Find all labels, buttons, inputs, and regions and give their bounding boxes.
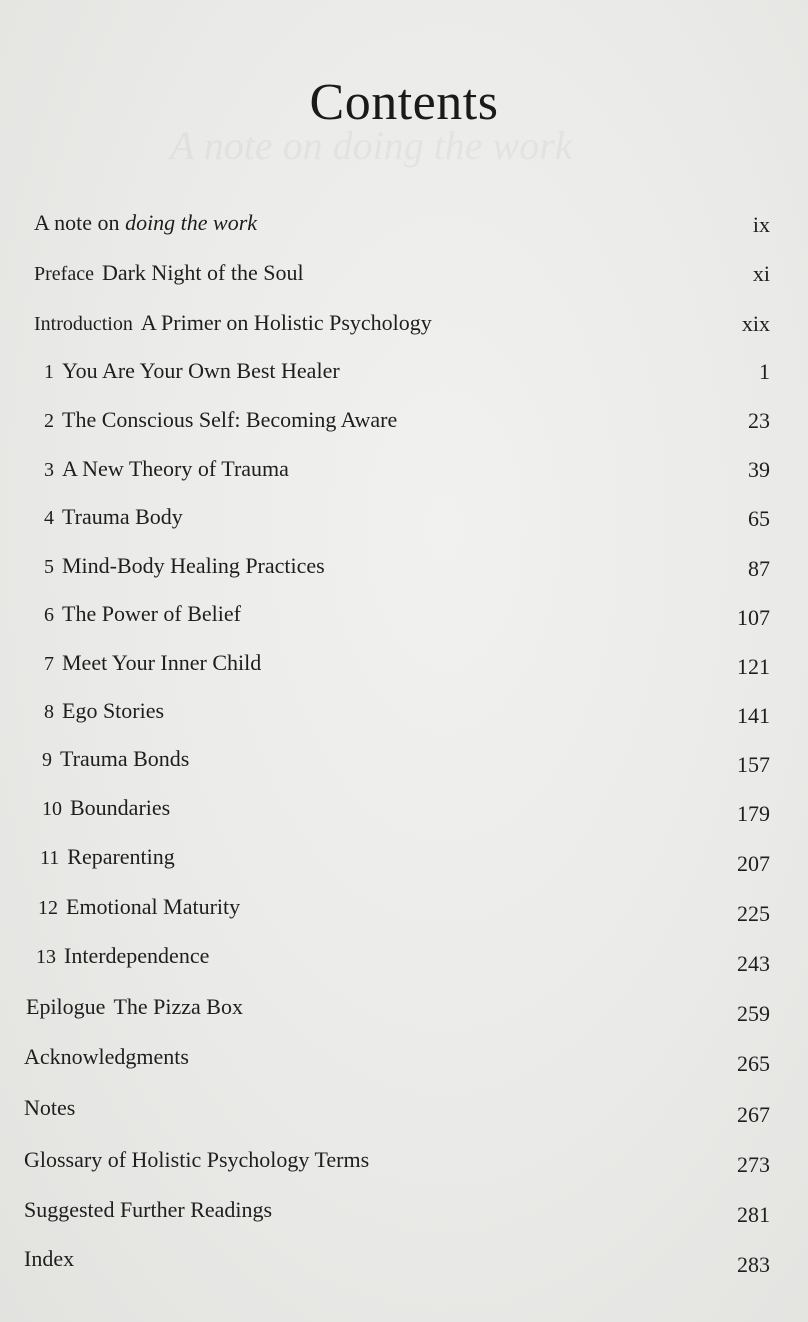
toc-entry-title: Trauma Bonds [60, 746, 190, 771]
toc-page-number: 87 [748, 556, 770, 581]
toc-entry-title: The Power of Belief [62, 601, 241, 626]
toc-entry-title: Glossary of Holistic Psychology Terms [24, 1147, 370, 1172]
toc-entry-title: Interdependence [64, 943, 210, 968]
toc-entry-title: The Pizza Box [113, 994, 243, 1019]
chapter-number: 6 [44, 604, 54, 626]
toc-entry-prefix: Epilogue [26, 994, 106, 1019]
toc-entry-chapter-6[interactable] [44, 600, 241, 629]
toc-page-number: 283 [737, 1252, 770, 1277]
toc-entry-title: The Conscious Self: Becoming Aware [62, 407, 398, 432]
toc-entry-title: Emotional Maturity [66, 894, 241, 919]
toc-entry-prefix: A note on [34, 210, 126, 235]
toc-page-number: 39 [748, 457, 770, 482]
toc-entry-title: A New Theory of Trauma [62, 456, 289, 481]
toc-entry-title: Mind-Body Healing Practices [62, 553, 325, 578]
toc-page-number: 265 [737, 1051, 770, 1076]
toc-entry-title: Index [24, 1246, 75, 1271]
toc-entry-title: Boundaries [70, 795, 171, 820]
toc-entry-further-readings[interactable] [24, 1196, 272, 1224]
toc-page-number: 65 [748, 506, 770, 531]
toc-entry-glossary[interactable] [24, 1146, 369, 1174]
toc-entry-chapter-3[interactable] [44, 455, 289, 484]
chapter-number: 3 [44, 459, 54, 481]
toc-entry-index[interactable] [24, 1245, 74, 1273]
toc-entry-notes[interactable] [24, 1094, 75, 1122]
chapter-number: 8 [44, 701, 54, 723]
toc-entry-title: A Primer on Holistic Psychology [140, 310, 432, 335]
toc-page-number: 243 [737, 951, 770, 976]
toc-entry-preface[interactable] [34, 259, 304, 288]
toc-entry-epilogue[interactable] [26, 993, 243, 1021]
chapter-number: 1 [44, 361, 54, 383]
toc-entry-chapter-11[interactable] [40, 843, 175, 872]
toc-entry-title: Reparenting [67, 844, 175, 869]
chapter-number: 11 [40, 847, 60, 869]
toc-page-number: 267 [737, 1102, 770, 1127]
toc-entry-chapter-5[interactable] [44, 552, 325, 581]
toc-page-number: 121 [737, 654, 770, 679]
toc-page-number: 107 [737, 605, 770, 630]
chapter-number: 9 [42, 749, 52, 771]
toc-entry-title: Dark Night of the Soul [101, 260, 304, 285]
chapter-number: 2 [44, 410, 54, 432]
toc-page-number: 225 [737, 901, 770, 926]
toc-entry-chapter-2[interactable] [44, 406, 397, 435]
toc-page-number: xi [752, 261, 770, 286]
toc-entry-prefix: Introduction [34, 313, 133, 335]
chapter-number: 10 [42, 798, 62, 820]
toc-entry-chapter-12[interactable] [38, 893, 240, 922]
toc-entry-chapter-10[interactable] [42, 794, 170, 823]
toc-entry-title: Notes [24, 1095, 76, 1120]
toc-entry-chapter-4[interactable] [44, 503, 183, 532]
toc-page-number: 259 [737, 1001, 770, 1026]
chapter-number: 13 [36, 946, 56, 968]
toc-entry-title: Trauma Body [62, 504, 183, 529]
toc-page-number: 23 [748, 408, 770, 433]
toc-page-number: 207 [737, 851, 770, 876]
toc-entry-chapter-7[interactable] [44, 649, 261, 678]
toc-page-number: 1 [759, 359, 770, 384]
toc-entry-title: Suggested Further Readings [24, 1197, 273, 1222]
toc-entry-title: doing the work [125, 210, 258, 235]
toc-page-number: 281 [737, 1202, 770, 1227]
toc-entry-note[interactable] [34, 209, 257, 237]
toc-page-number: 273 [737, 1152, 770, 1177]
toc-entry-introduction[interactable] [34, 309, 432, 338]
chapter-number: 7 [44, 653, 54, 675]
toc-page-number: xix [741, 311, 770, 336]
toc-entry-title: Ego Stories [62, 698, 165, 723]
toc-entry-chapter-8[interactable] [44, 697, 164, 726]
toc-entry-chapter-1[interactable] [44, 357, 340, 386]
toc-page-number: 157 [737, 752, 770, 777]
toc-page-number: 179 [737, 801, 770, 826]
toc-page-number: 141 [737, 703, 770, 728]
toc-entry-chapter-13[interactable] [36, 942, 209, 971]
chapter-number: 5 [44, 556, 54, 578]
toc-entry-prefix: Preface [34, 263, 94, 285]
toc-entry-title: Acknowledgments [24, 1044, 189, 1069]
toc-entry-chapter-9[interactable] [42, 745, 189, 774]
toc-entry-title: Meet Your Inner Child [62, 650, 262, 675]
toc-page-number: ix [752, 212, 770, 237]
chapter-number: 4 [44, 507, 54, 529]
chapter-number: 12 [38, 897, 58, 919]
toc-entry-acknowledgments[interactable] [24, 1043, 189, 1071]
toc-entry-title: You Are Your Own Best Healer [62, 358, 340, 383]
page-title: Contents [309, 73, 499, 131]
